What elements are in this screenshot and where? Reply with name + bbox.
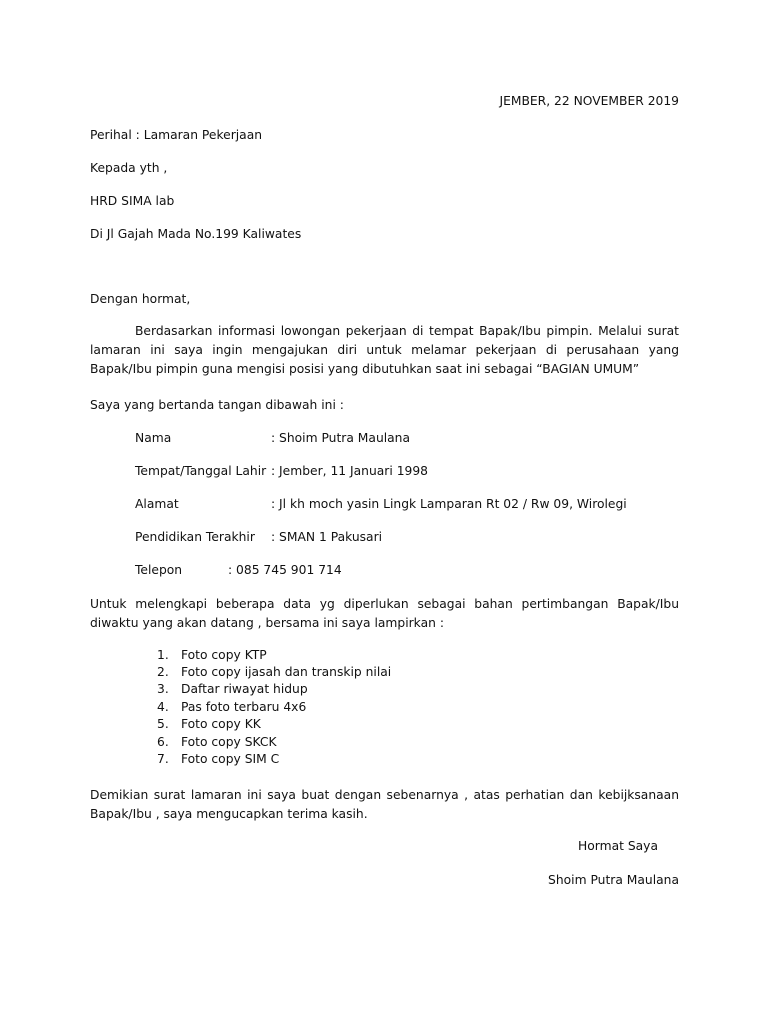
identity-label: Nama — [135, 431, 172, 445]
attachment-number: 3. — [157, 682, 169, 696]
attachments-paragraph — [90, 595, 679, 633]
attachment-item — [157, 751, 279, 768]
closing-paragraph — [90, 786, 679, 824]
attachment-text: Pas foto terbaru 4x6 — [181, 700, 307, 714]
closing-text: Demikian surat lamaran ini saya buat dengan sebenarnya , atas perhatian dan kebijksanaan Bapak/Ibu , saya mengucapkan terima kasih. — [90, 788, 679, 821]
to-line: Kepada yth , — [90, 161, 168, 175]
regards: Hormat Saya — [577, 839, 658, 853]
attachment-number: 7. — [157, 752, 169, 766]
undersigned-line: Saya yang bertanda tangan dibawah ini : — [90, 398, 344, 412]
recipient-address: Di Jl Gajah Mada No.199 Kaliwates — [90, 227, 302, 241]
attachment-number: 6. — [157, 735, 169, 749]
attachment-text: Foto copy SIM C — [181, 752, 280, 766]
identity-label: Pendidikan Terakhir — [135, 530, 255, 544]
attachment-number: 2. — [157, 665, 169, 679]
attachment-number: 1. — [157, 648, 169, 662]
attachment-item — [157, 681, 308, 698]
attachment-text: Foto copy KK — [181, 717, 261, 731]
identity-label: Telepon — [135, 563, 183, 577]
recipient: HRD SIMA lab — [90, 194, 175, 208]
attachment-item — [157, 647, 267, 664]
identity-value: : 085 745 901 714 — [228, 563, 342, 577]
identity-label: Tempat/Tanggal Lahir — [135, 464, 267, 478]
attachment-text: Foto copy SKCK — [181, 735, 277, 749]
attachment-text: Daftar riwayat hidup — [181, 682, 308, 696]
signature-name: Shoim Putra Maulana — [548, 873, 679, 887]
greeting: Dengan hormat, — [90, 292, 191, 306]
attachment-item — [157, 734, 277, 751]
attachment-number: 4. — [157, 700, 169, 714]
identity-value: : Jl kh moch yasin Lingk Lamparan Rt 02 / Rw 09, Wirolegi — [271, 497, 627, 511]
identity-value: : Jember, 11 Januari 1998 — [271, 464, 428, 478]
place-date: JEMBER, 22 NOVEMBER 2019 — [499, 94, 679, 108]
attachment-text: Foto copy KTP — [181, 648, 267, 662]
attachment-number: 5. — [157, 717, 169, 731]
intro-paragraph — [90, 322, 679, 379]
attachment-item — [157, 664, 391, 681]
attachment-item — [157, 716, 261, 733]
identity-value: : SMAN 1 Pakusari — [271, 530, 383, 544]
intro-text: Berdasarkan informasi lowongan pekerjaan di tempat Bapak/Ibu pimpin. Melalui surat lamaran ini saya ingin mengajukan diri untuk melamar pekerjaan di perusahaan yang Bapak/Ibu pimpin guna mengisi posisi yang dibutuhkan saat ini sebagai “BAGIAN UMUM” — [90, 324, 679, 376]
identity-label: Alamat — [135, 497, 179, 511]
attachment-text: Foto copy ijasah dan transkip nilai — [181, 665, 392, 679]
subject-line: Perihal : Lamaran Pekerjaan — [90, 128, 263, 142]
identity-value: : Shoim Putra Maulana — [271, 431, 411, 445]
attachment-item — [157, 699, 306, 716]
attachments-intro: Untuk melengkapi beberapa data yg diperlukan sebagai bahan pertimbangan Bapak/Ibu diwaktu yang akan datang , bersama ini saya lampirkan : — [90, 597, 679, 630]
